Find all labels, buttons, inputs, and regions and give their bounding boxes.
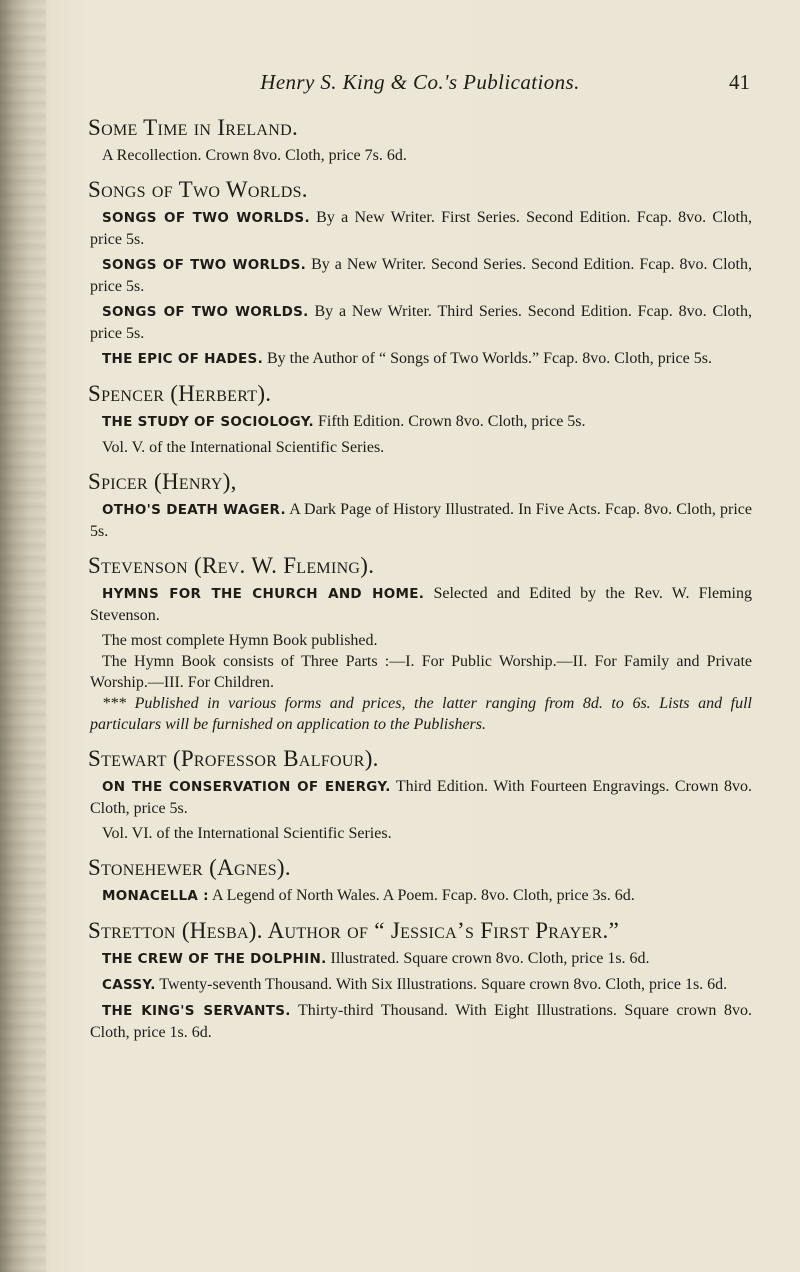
catalogue-entry <box>90 552 752 735</box>
book-description: A Legend of North Wales. A Poem. Fcap. 8vo. Cloth, price 3s. 6d. <box>208 887 635 904</box>
book-listing <box>90 948 752 970</box>
binding-gutter-shadow <box>0 0 46 1272</box>
entry-note: The Hymn Book consists of Three Parts :—I. For Public Worship.—II. For Family and Private Worship.—III. For Children. <box>90 653 752 691</box>
catalogue-entry <box>90 854 752 907</box>
book-listing <box>90 207 752 250</box>
book-listing <box>90 411 752 433</box>
catalogue-entries <box>90 114 752 1053</box>
book-listing <box>90 885 752 907</box>
book-title: MONACELLA : <box>102 888 209 904</box>
entry-note: Vol. V. of the International Scientific Series. <box>102 439 385 456</box>
book-title: HYMNS FOR THE CHURCH AND HOME. <box>102 586 425 602</box>
book-description: Fifth Edition. Crown 8vo. Cloth, price 5s. <box>313 413 586 430</box>
book-listing <box>90 301 752 344</box>
book-title: CASSY. <box>102 977 156 993</box>
book-title: OTHO'S DEATH WAGER. <box>102 502 286 518</box>
page-number: 41 <box>729 70 750 94</box>
book-title: SONGS OF TWO WORLDS. <box>102 210 310 226</box>
book-description: A Recollection. Crown 8vo. Cloth, price 7s. 6d. <box>102 147 407 164</box>
book-listing <box>90 1000 752 1043</box>
running-head: Henry S. King & Co.'s Publications. <box>260 70 580 94</box>
book-title: THE CREW OF THE DOLPHIN. <box>102 951 327 967</box>
book-listing <box>90 254 752 297</box>
catalogue-entry <box>90 114 752 166</box>
book-title: SONGS OF TWO WORLDS. <box>102 304 309 320</box>
entry-note: *** Published in various forms and prices, the latter ranging from 8d. to 6s. Lists and full particulars will be furnished on application to the Publishers. <box>90 695 752 733</box>
book-description: By a New Writer. First Series. Second Edition. Fcap. 8vo. Cloth, price 5s. <box>90 209 752 248</box>
author-heading: Spencer (Herbert). <box>88 381 272 406</box>
book-title: SONGS OF TWO WORLDS. <box>102 257 307 273</box>
catalogue-entry <box>90 917 752 1043</box>
entry-note: Vol. VI. of the International Scientific Series. <box>102 825 392 842</box>
book-description: A Dark Page of History Illustrated. In Five Acts. Fcap. 8vo. Cloth, price 5s. <box>90 501 753 540</box>
author-heading: Stretton (Hesba). Author of “ Jessica’s First Prayer.” <box>88 918 620 943</box>
author-heading: Some Time in Ireland. <box>88 115 299 140</box>
catalogue-entry <box>90 380 752 458</box>
page-header <box>90 70 750 98</box>
book-listing <box>90 145 752 166</box>
entry-note: The most complete Hymn Book published. <box>102 632 378 649</box>
catalogue-entry <box>90 745 752 844</box>
author-heading: Stewart (Professor Balfour). <box>88 746 379 771</box>
catalogue-entry <box>90 468 752 542</box>
author-heading: Songs of Two Worlds. <box>88 177 308 202</box>
book-listing <box>90 776 752 819</box>
book-title: THE EPIC OF HADES. <box>102 351 263 367</box>
book-listing <box>90 583 752 626</box>
book-title: THE KING'S SERVANTS. <box>102 1003 291 1019</box>
book-listing <box>90 499 752 542</box>
book-listing <box>90 974 752 996</box>
book-title: THE STUDY OF SOCIOLOGY. <box>102 414 314 430</box>
author-heading: Stevenson (Rev. W. Fleming). <box>88 553 375 578</box>
book-listing <box>90 348 752 370</box>
book-description: Illustrated. Square crown 8vo. Cloth, price 1s. 6d. <box>326 950 650 967</box>
book-title: ON THE CONSERVATION OF ENERGY. <box>102 779 391 795</box>
author-heading: Spicer (Henry), <box>88 469 237 494</box>
author-heading: Stonehewer (Agnes). <box>88 855 291 880</box>
book-description: By a New Writer. Second Series. Second Edition. Fcap. 8vo. Cloth, price 5s. <box>90 256 752 295</box>
book-description: By a New Writer. Third Series. Second Edition. Fcap. 8vo. Cloth, price 5s. <box>90 303 753 342</box>
book-description: Twenty-seventh Thousand. With Six Illustrations. Square crown 8vo. Cloth, price 1s. 6d. <box>155 976 728 993</box>
catalogue-entry <box>90 176 752 370</box>
book-description: Thirty-third Thousand. With Eight Illustrations. Square crown 8vo. Cloth, price 1s. 6d. <box>90 1002 753 1041</box>
book-description: Selected and Edited by the Rev. W. Fleming Stevenson. <box>90 585 752 624</box>
book-description: By the Author of “ Songs of Two Worlds.” Fcap. 8vo. Cloth, price 5s. <box>263 350 712 367</box>
book-description: Third Edition. With Fourteen Engravings. Crown 8vo. Cloth, price 5s. <box>90 778 753 817</box>
